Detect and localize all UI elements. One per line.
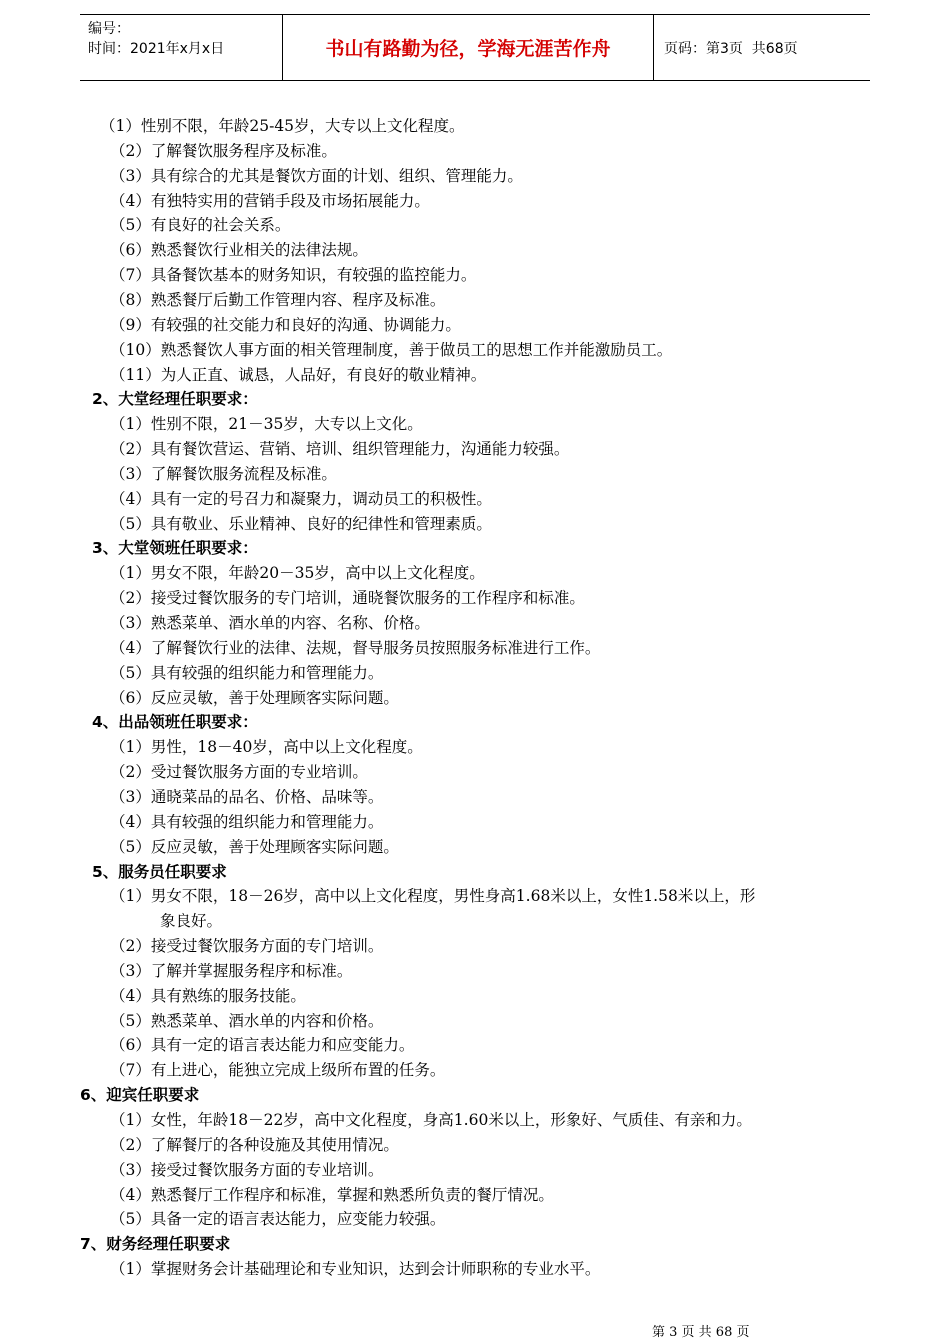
- list-item: （1）掌握财务会计基础理论和专业知识，达到会计师职称的专业水平。: [110, 1260, 601, 1279]
- header-meta: [80, 15, 283, 80]
- list-item: （2）受过餐饮服务方面的专业培训。: [110, 763, 368, 782]
- list-item: （1）性别不限，21－35岁，大专以上文化。: [110, 415, 423, 434]
- list-item: （5）具有敬业、乐业精神、良好的纪律性和管理素质。: [110, 514, 492, 533]
- list-item: （2）了解餐厅的各种设施及其使用情况。: [110, 1135, 399, 1154]
- section-heading: 6、迎宾任职要求: [80, 1086, 200, 1105]
- list-item: （4）了解餐饮行业的法律、法规，督导服务员按照服务标准进行工作。: [110, 638, 601, 657]
- list-item: （3）了解餐饮服务流程及标准。: [110, 464, 337, 483]
- list-item: （1）男性，18－40岁，高中以上文化程度。: [110, 738, 423, 757]
- list-item: （10）熟悉餐饮人事方面的相关管理制度，善于做员工的思想工作并能激励员工。: [110, 340, 673, 359]
- document-time-label: 时间：2021年x月x日: [88, 41, 225, 57]
- list-item: （8）熟悉餐厅后勤工作管理内容、程序及标准。: [110, 290, 446, 309]
- list-item: （3）通晓菜品的品名、价格、品味等。: [110, 787, 384, 806]
- list-item: （5）有良好的社会关系。: [110, 216, 291, 235]
- list-item: （9）有较强的社交能力和良好的沟通、协调能力。: [110, 315, 461, 334]
- header-page-info: [654, 15, 870, 80]
- list-item: （6）熟悉餐饮行业相关的法律法规。: [110, 241, 368, 260]
- list-item: （4）熟悉餐厅工作程序和标准，掌握和熟悉所负责的餐厅情况。: [110, 1185, 554, 1204]
- list-item: （2）接受过餐饮服务的专门培训，通晓餐饮服务的工作程序和标准。: [110, 589, 585, 608]
- list-item: （7）有上进心，能独立完成上级所布置的任务。: [110, 1061, 446, 1080]
- list-item: （1）女性，年龄18－22岁，高中文化程度，身高1.60米以上，形象好、气质佳、有亲和力。: [110, 1111, 752, 1129]
- list-item: （4）有独特实用的营销手段及市场拓展能力。: [110, 191, 430, 210]
- list-item: （5）具备一定的语言表达能力，应变能力较强。: [110, 1210, 446, 1229]
- section-heading: 3、大堂领班任职要求：: [92, 539, 258, 558]
- list-item: （11）为人正直、诚恳，人品好，有良好的敬业精神。: [110, 365, 487, 384]
- list-item: （4）具有较强的组织能力和管理能力。: [110, 812, 384, 831]
- header-motto: 书山有路勤为径，学海无涯苦作舟: [283, 15, 654, 80]
- document-number-label: 编号：: [88, 21, 130, 37]
- list-item: （6）具有一定的语言表达能力和应变能力。: [110, 1036, 415, 1055]
- page-header: [80, 14, 870, 81]
- list-item: （4）具有熟练的服务技能。: [110, 986, 306, 1005]
- list-item: （5）熟悉菜单、酒水单的内容和价格。: [110, 1011, 384, 1030]
- list-item: （5）具有较强的组织能力和管理能力。: [110, 663, 384, 682]
- section-heading: 5、服务员任职要求: [92, 862, 227, 881]
- list-item: （2）了解餐饮服务程序及标准。: [110, 141, 337, 160]
- list-item: （5）反应灵敏，善于处理顾客实际问题。: [110, 837, 399, 856]
- list-item: （6）反应灵敏，善于处理顾客实际问题。: [110, 688, 399, 707]
- section-heading: 4、出品领班任职要求：: [92, 713, 258, 732]
- list-item: （7）具备餐饮基本的财务知识，有较强的监控能力。: [110, 266, 477, 285]
- page-footer: 第 3 页 共 68 页: [652, 1325, 750, 1340]
- list-item: （3）接受过餐饮服务方面的专业培训。: [110, 1160, 384, 1179]
- list-item: （1）性别不限，年龄25-45岁，大专以上文化程度。: [100, 117, 465, 135]
- list-item: （1）男女不限，18－26岁，高中以上文化程度，男性身高1.68米以上，女性1.58米以上，形: [110, 887, 756, 906]
- list-item: 象良好。: [160, 912, 223, 931]
- page-info-text: 页码：第3页 共68页: [664, 40, 798, 57]
- list-item: （4）具有一定的号召力和凝聚力，调动员工的积极性。: [110, 489, 492, 508]
- section-heading: 2、大堂经理任职要求：: [92, 390, 258, 409]
- section-heading: 7、财务经理任职要求: [80, 1235, 231, 1254]
- list-item: （3）熟悉菜单、酒水单的内容、名称、价格。: [110, 614, 430, 632]
- list-item: （2）接受过餐饮服务方面的专门培训。: [110, 937, 384, 956]
- list-item: （1）男女不限，年龄20－35岁，高中以上文化程度。: [110, 564, 485, 583]
- list-item: （3）了解并掌握服务程序和标准。: [110, 961, 353, 980]
- list-item: （3）具有综合的尤其是餐饮方面的计划、组织、管理能力。: [110, 166, 523, 185]
- list-item: （2）具有餐饮营运、营销、培训、组织管理能力，沟通能力较强。: [110, 440, 570, 459]
